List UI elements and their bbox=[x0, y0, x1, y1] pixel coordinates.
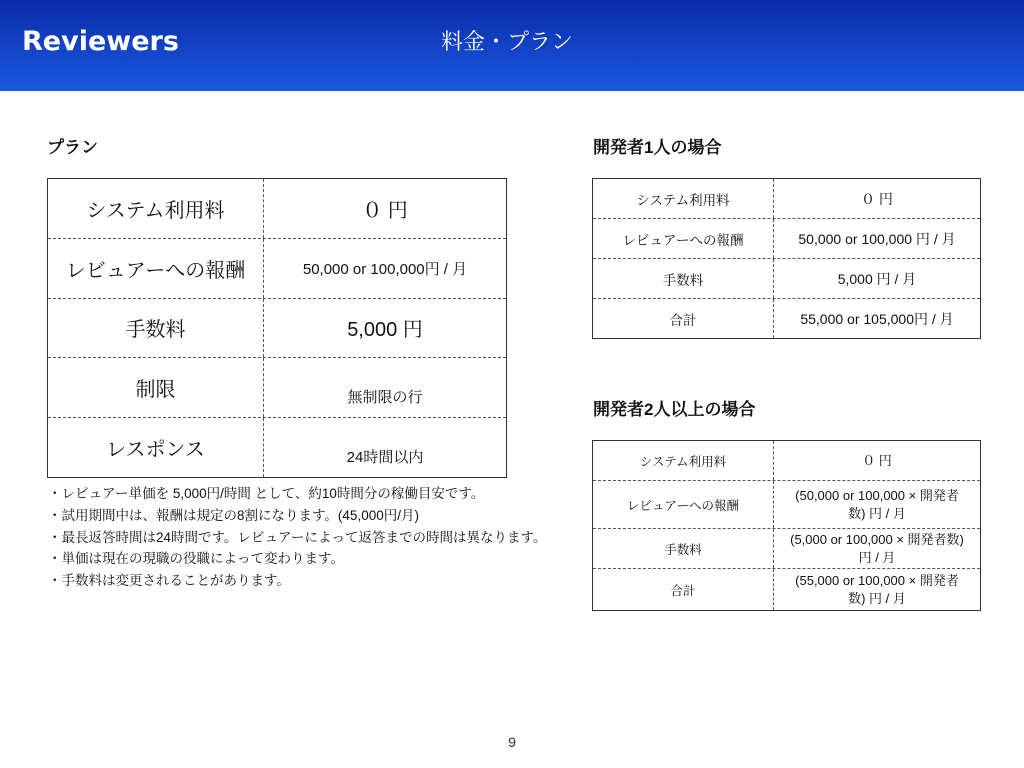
row-label: レビュアーへの報酬 bbox=[593, 219, 774, 258]
page-title: 料金・プラン bbox=[440, 29, 573, 54]
table-row bbox=[593, 441, 980, 481]
note-item: ・単価は現在の現職の役職によって変わります。 bbox=[48, 551, 344, 567]
note-item: ・最長返答時間は24時間です。レビュアーによって返答までの時間は異なります。 bbox=[48, 529, 547, 545]
note-item: ・手数料は変更されることがあります。 bbox=[48, 573, 290, 588]
table-row bbox=[48, 358, 506, 418]
single-developer-heading: 開発者1人の場合 bbox=[593, 138, 722, 157]
table-row bbox=[593, 481, 980, 529]
table-row bbox=[48, 418, 506, 477]
row-label: 合計 bbox=[593, 299, 774, 338]
row-label: 制限 bbox=[48, 358, 264, 417]
plan-table bbox=[47, 178, 507, 478]
table-row bbox=[593, 259, 980, 299]
plan-heading: プラン bbox=[47, 138, 98, 157]
table-row bbox=[593, 529, 980, 569]
row-value: 55,000 or 105,000円 / 月 bbox=[800, 310, 954, 327]
row-label: 手数料 bbox=[593, 529, 774, 568]
page-number: 9 bbox=[508, 734, 516, 750]
table-row bbox=[48, 299, 506, 359]
table-row bbox=[48, 179, 506, 239]
table-row bbox=[593, 569, 980, 610]
row-label: レビュアーへの報酬 bbox=[48, 239, 264, 298]
row-label: システム利用料 bbox=[593, 179, 774, 218]
note-item: ・試用期間中は、報酬は規定の8割になります。(45,000円/月) bbox=[48, 507, 419, 523]
row-value: 無制限の行 bbox=[347, 389, 423, 407]
row-value: ０ 円 bbox=[861, 190, 893, 207]
single-developer-table bbox=[592, 178, 981, 339]
row-value: (55,000 or 100,000 × 開発者数) 円 / 月 bbox=[795, 572, 959, 606]
table-row bbox=[593, 299, 980, 338]
table-row bbox=[48, 239, 506, 299]
note-item: ・レビュアー単価を 5,000円/時間 として、約10時間分の稼働目安です。 bbox=[48, 486, 485, 501]
row-value: (50,000 or 100,000 × 開発者数) 円 / 月 bbox=[795, 487, 959, 521]
multiple-developers-heading: 開発者2人以上の場合 bbox=[593, 400, 756, 419]
row-value: 50,000 or 100,000円 / 月 bbox=[302, 260, 468, 278]
row-value: 24時間以内 bbox=[346, 449, 424, 467]
row-label: 手数料 bbox=[593, 259, 774, 298]
row-value: 50,000 or 100,000 円 / 月 bbox=[798, 230, 956, 247]
row-value: ０ 円 bbox=[862, 452, 892, 468]
row-label: システム利用料 bbox=[593, 441, 774, 480]
row-label: 手数料 bbox=[48, 299, 264, 358]
row-label: 合計 bbox=[593, 569, 774, 610]
row-value: 5,000 円 / 月 bbox=[837, 270, 917, 287]
row-value: 5,000 円 bbox=[347, 319, 423, 342]
row-value: (5,000 or 100,000 × 開発者数) 円 / 月 bbox=[790, 531, 964, 565]
multiple-developers-table bbox=[592, 440, 981, 611]
row-label: システム利用料 bbox=[48, 179, 264, 238]
notes-list bbox=[48, 483, 546, 592]
row-value: ０ 円 bbox=[362, 199, 408, 222]
header-bar bbox=[0, 0, 1024, 91]
row-label: レビュアーへの報酬 bbox=[593, 481, 774, 528]
table-row bbox=[593, 179, 980, 219]
brand-logo: Reviewers bbox=[22, 26, 179, 57]
table-row bbox=[593, 219, 980, 259]
row-label: レスポンス bbox=[48, 418, 264, 477]
